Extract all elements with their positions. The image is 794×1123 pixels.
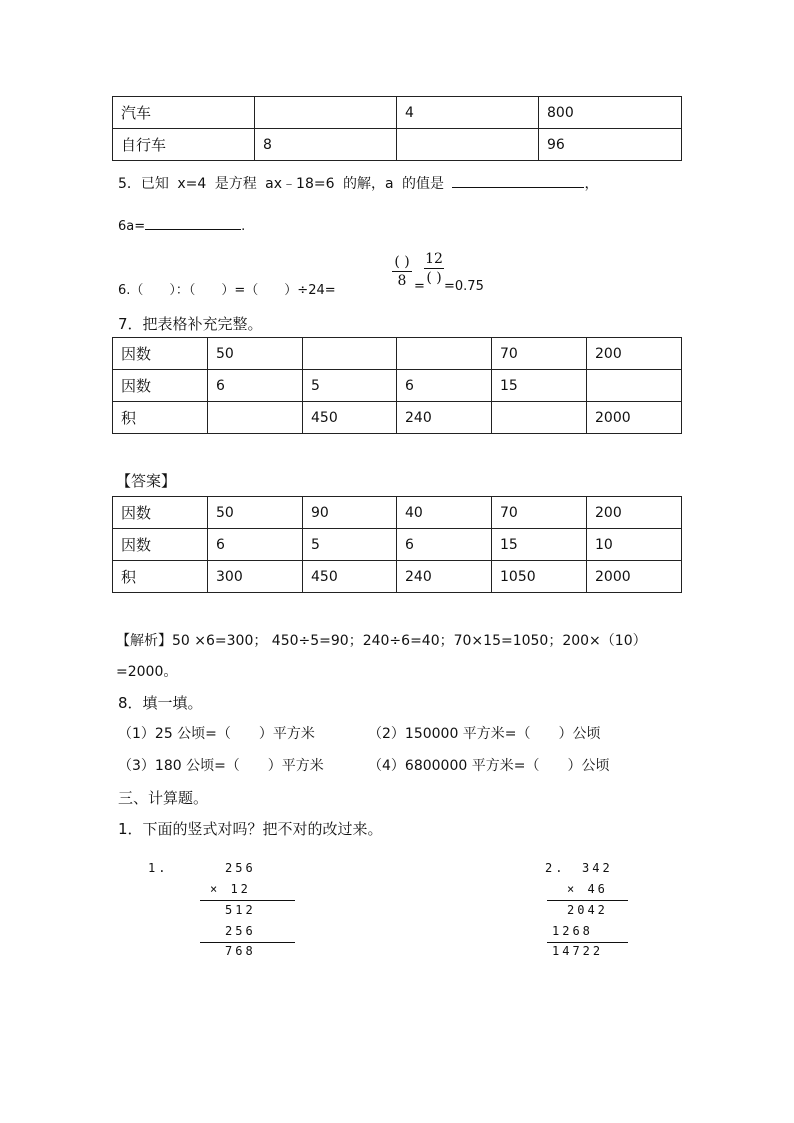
- table-cell: 300: [208, 561, 303, 593]
- calc-2-line: [547, 900, 628, 901]
- calc-2-partial-1: 2042: [567, 903, 608, 917]
- table-row: [113, 402, 682, 434]
- table-cell: 50: [208, 497, 303, 529]
- section-3-title: 三、计算题。: [118, 789, 209, 807]
- section-3-question-1: 1．下面的竖式对吗？把不对的改过来。: [118, 820, 383, 838]
- question-8-item-1: （1）25 公顷=（ ）平方米: [118, 726, 315, 742]
- question-6-tail: =0.75: [444, 279, 484, 294]
- table-cell: 自行车: [113, 129, 255, 161]
- calc-1-line: [200, 942, 295, 943]
- table-cell: 70: [492, 338, 587, 370]
- table-cell: 40: [397, 497, 492, 529]
- table-row: [113, 497, 682, 529]
- table-cell: 积: [113, 561, 208, 593]
- table-cell: 6: [208, 370, 303, 402]
- table-cell: 10: [587, 529, 682, 561]
- table-cell: 2000: [587, 561, 682, 593]
- calc-1-multiplicand: 256: [225, 861, 256, 875]
- question-5-6a: 6a=: [118, 219, 146, 234]
- question-6-text: 6.（ ）：（ ）=（ ）÷24=: [118, 283, 336, 298]
- calc-2-partial-2: 1268: [552, 924, 593, 938]
- answer-blank: [452, 173, 584, 188]
- table-row: [113, 561, 682, 593]
- question-8-item-3: （3）180 公顷=（ ）平方米: [118, 758, 324, 774]
- fraction-1: [392, 253, 412, 290]
- table-cell: 450: [303, 402, 397, 434]
- question-5-line2: [118, 215, 245, 234]
- question-5-text: 5．已知 x=4 是方程 ax﹣18=6 的解，a 的值是: [118, 176, 444, 192]
- table-row: [113, 370, 682, 402]
- table-cell: 15: [492, 529, 587, 561]
- table-row: [113, 338, 682, 370]
- table-cell: [397, 129, 539, 161]
- equals-sign: =: [414, 279, 425, 294]
- table-cell: 240: [397, 561, 492, 593]
- table-cell: 200: [587, 338, 682, 370]
- answer-table: [112, 496, 682, 593]
- table-cell: 1050: [492, 561, 587, 593]
- table-cell: 因数: [113, 529, 208, 561]
- table-cell: 90: [303, 497, 397, 529]
- calc-2-multiplier: × 46: [567, 882, 608, 896]
- table-cell: 2000: [587, 402, 682, 434]
- question-6: [118, 279, 336, 298]
- table-cell: 8: [255, 129, 397, 161]
- calc-2-line: [547, 942, 628, 943]
- table-cell: 5: [303, 529, 397, 561]
- table-cell: 因数: [113, 370, 208, 402]
- calc-1-result: 768: [225, 944, 256, 958]
- fraction-2: [424, 250, 444, 287]
- factor-table: [112, 337, 682, 434]
- table-cell: 6: [397, 529, 492, 561]
- table-cell: 50: [208, 338, 303, 370]
- table-cell: 5: [303, 370, 397, 402]
- period: .: [241, 219, 246, 234]
- calc-1-multiplier: × 12: [210, 882, 251, 896]
- question-7-title: 7．把表格补充完整。: [118, 315, 263, 333]
- table-cell: 6: [397, 370, 492, 402]
- question-8-item-4: （4）6800000 平方米=（ ）公顷: [368, 758, 610, 774]
- table-cell: [587, 370, 682, 402]
- table-cell: 15: [492, 370, 587, 402]
- table-cell: [397, 338, 492, 370]
- table-cell: 因数: [113, 338, 208, 370]
- comma: ，: [584, 176, 599, 192]
- table-cell: 450: [303, 561, 397, 593]
- analysis-line-1: 【解析】50 ×6=300； 450÷5=90；240÷6=40；70×15=1050；200×（10）: [116, 633, 647, 649]
- fraction-2-numerator: 12: [425, 251, 443, 267]
- question-8-title: 8．填一填。: [118, 694, 203, 712]
- calc-1-label: 1.: [148, 861, 169, 875]
- vehicle-table: [112, 96, 682, 161]
- table-cell: 96: [539, 129, 682, 161]
- table-cell: 积: [113, 402, 208, 434]
- calc-2-multiplicand: 342: [582, 861, 613, 875]
- table-cell: 800: [539, 97, 682, 129]
- table-cell: 4: [397, 97, 539, 129]
- answer-blank: [145, 215, 241, 230]
- calc-1-partial-1: 512: [225, 903, 256, 917]
- table-row: [113, 97, 682, 129]
- fraction-1-denominator: 8: [397, 273, 407, 289]
- table-cell: [492, 402, 587, 434]
- calc-2-result: 14722: [552, 944, 604, 958]
- table-cell: [303, 338, 397, 370]
- table-cell: 因数: [113, 497, 208, 529]
- calc-1-line: [200, 900, 295, 901]
- calc-2-label: 2.: [545, 861, 566, 875]
- table-cell: 200: [587, 497, 682, 529]
- analysis-line-2: =2000。: [116, 664, 178, 680]
- table-row: [113, 529, 682, 561]
- table-row: [113, 129, 682, 161]
- table-cell: 汽车: [113, 97, 255, 129]
- answer-heading: 【答案】: [116, 472, 177, 490]
- question-5: [118, 173, 598, 193]
- table-cell: 6: [208, 529, 303, 561]
- table-cell: 240: [397, 402, 492, 434]
- question-8-item-2: （2）150000 平方米=（ ）公顷: [368, 726, 601, 742]
- fraction-2-denominator: ( ): [426, 270, 442, 286]
- table-cell: [208, 402, 303, 434]
- fraction-1-numerator: ( ): [394, 254, 410, 270]
- table-cell: 70: [492, 497, 587, 529]
- table-cell: [255, 97, 397, 129]
- calc-1-partial-2: 256: [225, 924, 256, 938]
